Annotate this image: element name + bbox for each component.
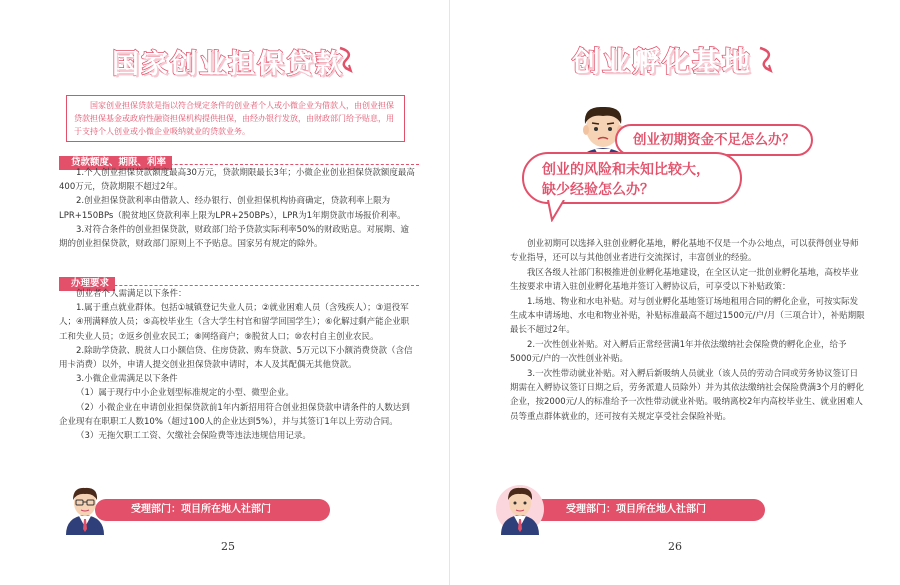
requirements-text bbox=[59, 287, 415, 443]
section-heading-label: 办理要求 bbox=[59, 277, 115, 291]
curl-arrow-icon bbox=[756, 44, 780, 79]
paragraph: 创业者个人需满足以下条件： bbox=[76, 289, 187, 299]
dept-label: 受理部门：项目所在地人社部门 bbox=[530, 499, 765, 521]
paragraph: （1）属于现行中小企业划型标准规定的小型、微型企业。 bbox=[76, 388, 294, 399]
speech-bubble-experience: 创业的风险和未知比较大，缺少经验怎么办？ bbox=[522, 152, 742, 204]
paragraph: 我区各级人社部门积极推进创业孵化基地建设，在全区认定一批创业孵化基地，高校毕业生按要求申请入驻创业孵化基地并签订入孵协议后，可享受以下补贴政策： bbox=[510, 267, 859, 293]
paragraph: 1.个人创业担保贷款额度最高30万元，贷款期限最长3年；小微企业创业担保贷款额度最高400万元，贷款期限不超过2年。 bbox=[59, 168, 415, 193]
section-heading-requirements bbox=[59, 271, 419, 289]
paragraph: （2）小微企业在申请创业担保贷款前1年内新招用符合创业担保贷款申请条件的人数达到企业现有在职职工人数10%（超过100人的企业达到5%），并与其签订1年以上劳动合同。 bbox=[59, 402, 410, 427]
section-heading-label: 贷款额度、期限、利率 bbox=[59, 156, 172, 170]
paragraph: 3.一次性带动就业补贴。对入孵后新吸纳人员就业（该人员的劳动合同或劳务协议签订日期需在入孵协议签订日期之后，劳务派遣人员除外）并为其依法缴纳社会保险费满3个月的孵化企业，按2000元/人的标准给予一次性带动就业补贴。吸纳离校2年内高校毕业生、就业困难人员等重点群体就业的，还可按有关规定享受社会保险补贴。 bbox=[510, 368, 864, 422]
loan-terms-text bbox=[59, 166, 415, 251]
right-page bbox=[450, 0, 900, 585]
paragraph: 2.一次性创业补贴。对入孵后正常经营满1年并依法缴纳社会保险费的孵化企业，给予5000元/户的一次性创业补贴。 bbox=[510, 339, 847, 365]
paragraph: 1.属于重点就业群体。包括①城镇登记失业人员；②就业困难人员（含残疾人）；③退役军人；④刑满释放人员；⑤高校毕业生（含大学生村官和留学回国学生）；⑥化解过剩产能企业职工和失业人员；⑦返乡创业农民工；⑧网络商户；⑨脱贫人口；⑩农村自主创业农民。 bbox=[59, 303, 410, 342]
curl-arrow-icon bbox=[336, 44, 360, 79]
bubble-tail-icon bbox=[546, 200, 568, 226]
dept-label: 受理部门：项目所在地人社部门 bbox=[95, 499, 330, 521]
person-avatar-icon bbox=[495, 479, 545, 539]
page-title: 创业孵化基地 bbox=[572, 45, 753, 78]
paragraph: 1.场地、物业和水电补贴。对与创业孵化基地签订场地租用合同的孵化企业，可按实际发生成本申请场地、水电和物业补贴，补贴标准最高不超过1500元/户/月（三项合计），补贴期限最长不超过2年。 bbox=[510, 296, 865, 336]
paragraph: 3.对符合条件的创业担保贷款，财政部门给予贷款实际利率50%的财政贴息。对展期、逾期的创业担保贷款，财政部门原则上不予贴息。国家另有规定的除外。 bbox=[59, 224, 410, 250]
paragraph: 2.除助学贷款、脱贫人口小额信贷、住房贷款、购车贷款、5万元以下小额消费贷款（含信用卡消费）以外，申请人提交创业担保贷款申请时，本人及其配偶无其他贷款。 bbox=[59, 345, 413, 371]
paragraph: （3）无拖欠职工工资、欠缴社会保险费等违法违规信用记录。 bbox=[76, 431, 311, 442]
page-number: 25 bbox=[221, 540, 235, 553]
paragraph: 3.小微企业需满足以下条件 bbox=[76, 374, 178, 385]
intro-box: 国家创业担保贷款是指以符合规定条件的创业者个人或小微企业为借款人，由创业担保贷款担保基金或政府性融资担保机构提供担保，由经办银行发放，由财政部门给予贴息，用于支持个人创业或小微企业吸纳就业的贷款业务。 bbox=[66, 95, 405, 142]
section-heading-loan-terms bbox=[59, 150, 419, 168]
page-number: 26 bbox=[668, 540, 682, 553]
paragraph: 2.创业担保贷款利率由借款人、经办银行、创业担保机构协商确定，贷款利率上限为LPR+150BPs（脱贫地区贷款利率上限为LPR+250BPs），LPR为1年期贷款市场报价利率。 bbox=[59, 196, 406, 221]
person-avatar-icon bbox=[60, 483, 110, 539]
speech-bubble-funding: 创业初期资金不足怎么办？ bbox=[615, 124, 813, 156]
page-title: 国家创业担保贷款 bbox=[112, 49, 344, 80]
paragraph: 创业初期可以选择入驻创业孵化基地，孵化基地不仅是一个办公地点，可以获得创业导师专业指导，还可以与其他创业者进行交流探讨，丰富创业的经验。 bbox=[510, 239, 859, 264]
incubator-text bbox=[510, 237, 865, 424]
